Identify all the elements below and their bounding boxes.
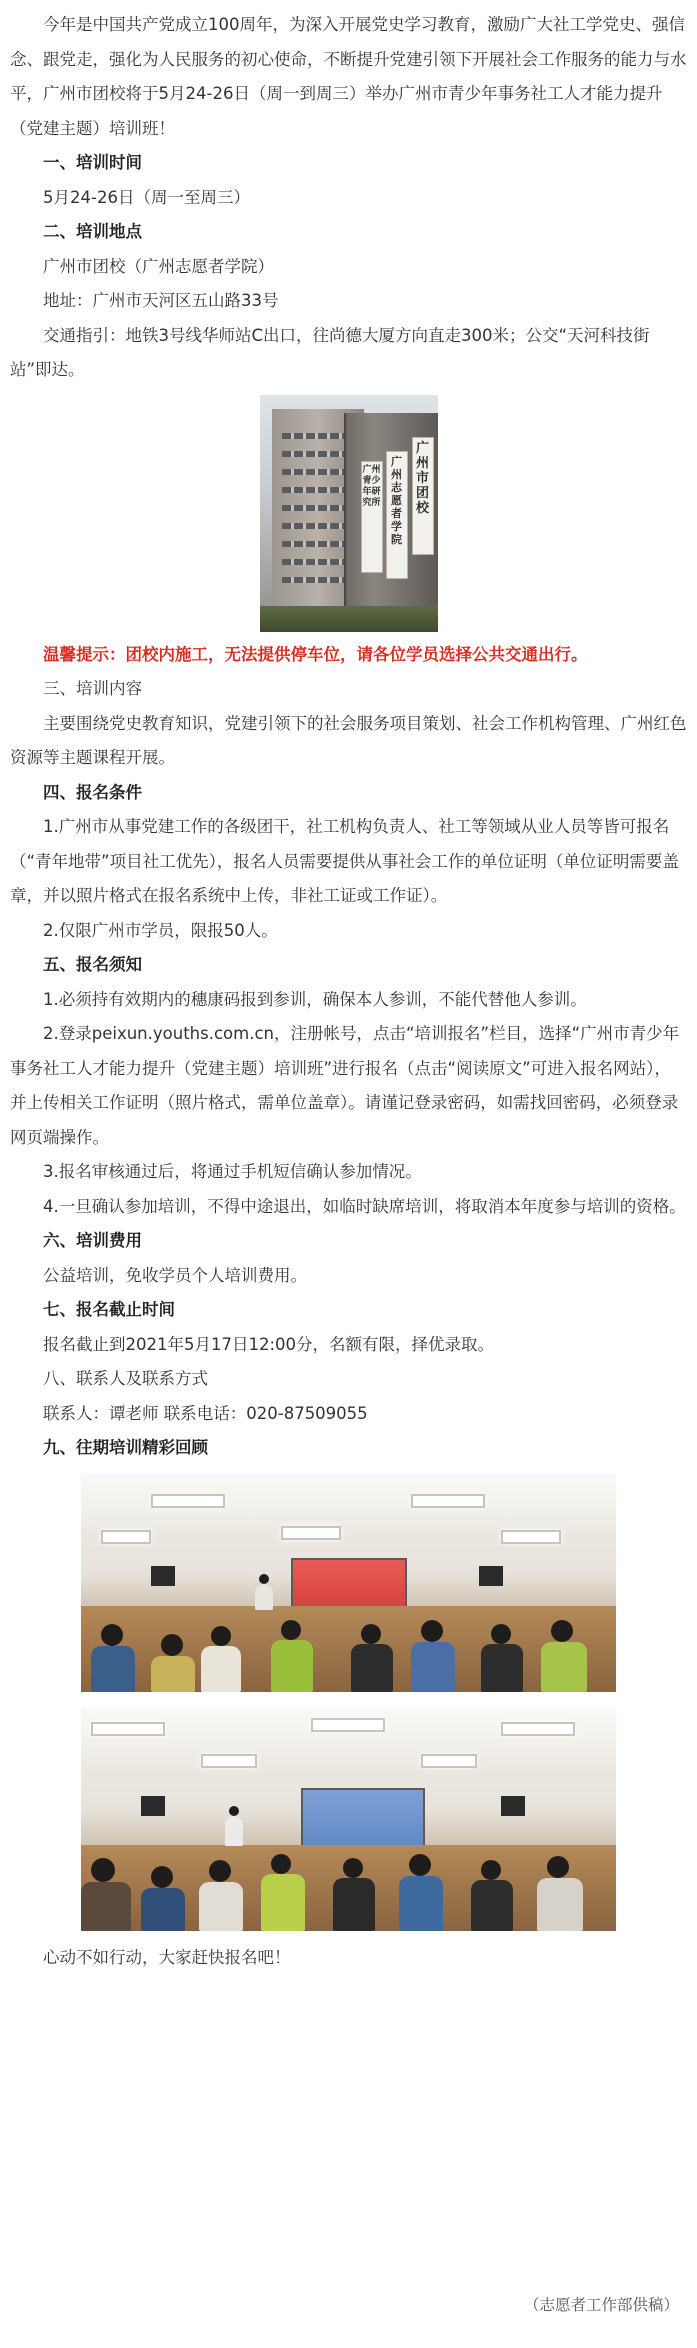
place-traffic: 交通指引：地铁3号线华师站C出口，往尚德大厦方向直走300米；公交“天河科技街站”即达。: [10, 325, 650, 379]
review-photo-2: [10, 1708, 687, 1931]
notice-item: 4.一旦确认参加培训，不得中途退出，如临时缺席培训，将取消本年度参与培训的资格。: [43, 1196, 686, 1216]
shrubs: [260, 606, 438, 632]
requirement-item: 1.广州市从事党建工作的各级团干，社工机构负责人、社工等领域从业人员等皆可报名（“青年地带”项目社工优先），报名人员需要提供从事社会工作的单位证明（单位证明需要盖章，并以照片格式在报名系统中上传，非社工证或工作证）。: [10, 817, 679, 905]
closing-line: 心动不如行动，大家赶快报名吧！: [43, 1947, 291, 1967]
school-photo: [10, 395, 687, 632]
section-deadline-text: 报名截止到2021年5月17日12:00分，名额有限，择优录取。: [43, 1334, 495, 1354]
notice-item: 2.登录peixun.youths.com.cn，注册帐号，点击“培训报名”栏目，选择“广州市青少年事务社工人才能力提升（党建主题）培训班”进行报名（点击“阅读原文”可进入报名网站），并上传相关工作证明（照片格式，需单位盖章）。请谨记登录密码，如需找回密码，必须登录网页端操作。: [10, 1024, 680, 1147]
notice-item: 1.必须持有效期内的穗康码报到参训，确保本人参训，不能代替他人参训。: [43, 989, 587, 1009]
section-time-text: 5月24-26日（周一至周三）: [43, 187, 250, 207]
section-notice-heading: 五、报名须知: [43, 955, 142, 974]
section-deadline-heading: 七、报名截止时间: [43, 1300, 175, 1319]
section-review-heading: 九、往期培训精彩回顾: [43, 1438, 208, 1457]
section-time-heading: 一、培训时间: [43, 153, 142, 172]
sign-youth-research: 广州青少年研究所: [361, 461, 383, 573]
place-address: 地址：广州市天河区五山路33号: [43, 291, 279, 310]
section-contact-text: 联系人：谭老师 联系电话：020-87509055: [43, 1403, 368, 1423]
section-place-heading: 二、培训地点: [43, 222, 142, 241]
parking-warning: 温馨提示：团校内施工，无法提供停车位，请各位学员选择公共交通出行。: [43, 644, 588, 664]
section-contact-heading: 八、联系人及联系方式: [43, 1369, 208, 1388]
classroom-image-2: [81, 1708, 616, 1931]
section-content-text: 主要围绕党史教育知识，党建引领下的社会服务项目策划、社会工作机构管理、广州红色资源等主题课程开展。: [10, 713, 687, 767]
place-name: 广州市团校（广州志愿者学院）: [43, 256, 274, 276]
sign-youth-league-school: 广州市团校: [412, 437, 434, 555]
intro-paragraph: 今年是中国共产党成立100周年，为深入开展党史学习教育，激励广大社工学党史、强信念、跟党走，强化为人民服务的初心使命，不断提升党建引领下开展社会工作服务的能力与水平，广州市团校将于5月24-26日（周一到周三）举办广州市青少年事务社工人才能力提升（党建主题）培训班！: [10, 15, 687, 138]
sign-volunteer-college: 广州志愿者学院: [386, 451, 408, 579]
classroom-image-1: [81, 1474, 616, 1692]
section-fee-heading: 六、培训费用: [43, 1231, 142, 1250]
requirement-item: 2.仅限广州市学员，限报50人。: [43, 920, 278, 940]
credit-line: （志愿者工作部供稿）: [523, 2296, 679, 2314]
section-content-heading: 三、培训内容: [43, 679, 142, 698]
notice-item: 3.报名审核通过后，将通过手机短信确认参加情况。: [43, 1162, 422, 1181]
school-gate-image: [260, 395, 438, 632]
review-photo-1: [10, 1474, 687, 1692]
section-fee-text: 公益培训，免收学员个人培训费用。: [43, 1265, 307, 1285]
section-requirements-heading: 四、报名条件: [43, 782, 142, 802]
